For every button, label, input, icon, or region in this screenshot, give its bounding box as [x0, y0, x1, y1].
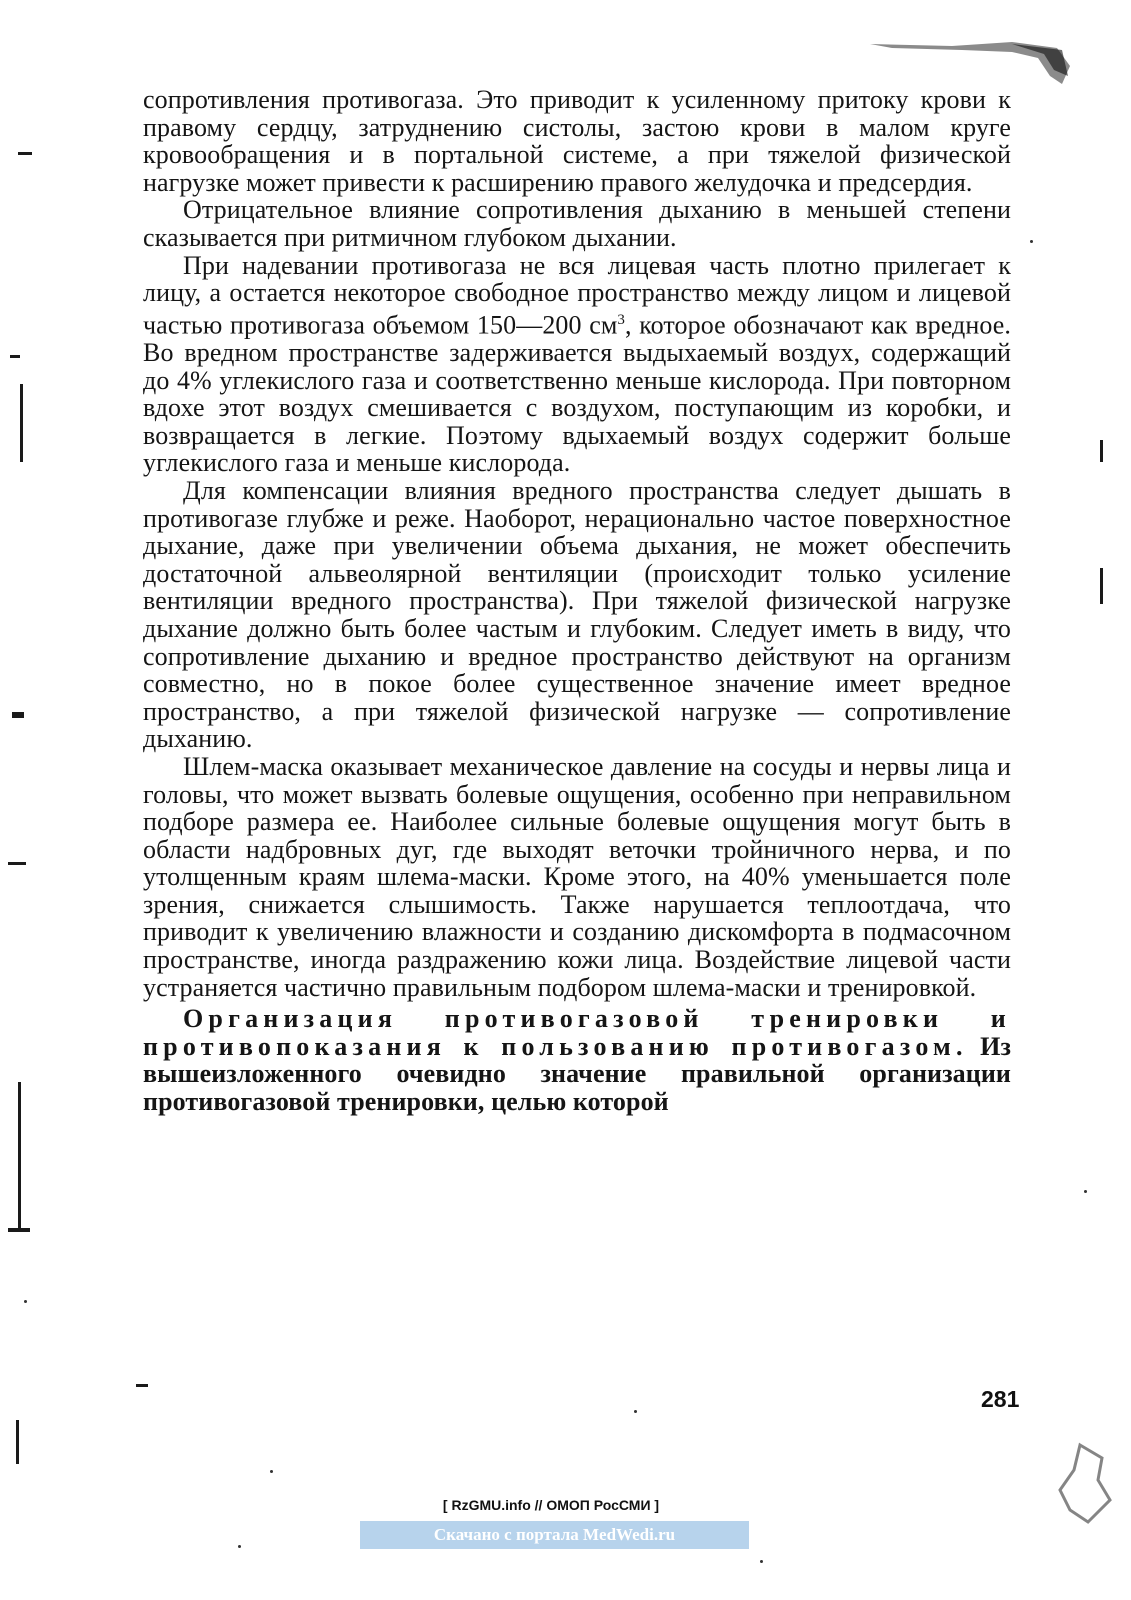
paragraph-continuation: сопротивления противогаза. Это приводит к усиленному притоку крови к правому сердцу, затруднению систолы, застою крови в малом круге кровообращения и в портальной системе, а при тяжелой физической нагрузке может привести к расширению правого желудочка и предсердия. [143, 85, 1011, 197]
speck [24, 1300, 27, 1303]
margin-mark [1100, 440, 1103, 462]
speck [1030, 240, 1033, 243]
paragraph-training-heading [143, 1005, 1011, 1115]
paragraph-negative-influence: Отрицательное влияние сопротивления дыханию в меньшей степени сказывается при ритмичном глубоком дыхании. [143, 195, 1011, 252]
corner-scan-artifact [862, 36, 1077, 96]
paragraph-dead-space [143, 252, 1011, 477]
margin-mark [16, 1420, 19, 1464]
margin-mark [1100, 568, 1103, 604]
margin-mark [20, 384, 23, 462]
dead-space-text-end: , которое обозначают как вредное. Во вредном пространстве задерживается выдыхаемый воздух, содержащий до 4% углекислого газа и соответственно меньше кислорода. При повторном вдохе этот воздух смешивается с воздухом, поступающим из коробки, и возвращается в легкие. Поэтому вдыхаемый воздух содержит больше углекислого газа и меньше кислорода. [143, 310, 1011, 478]
speck [1084, 1190, 1087, 1193]
paragraph-helmet-mask: Шлем-маска оказывает механическое давление на сосуды и нервы лица и головы, что может вызвать болевые ощущения, особенно при неправильном подборе размера ее. Наиболее сильные болевые ощущения могут быть в области надбровных дуг, где выходят веточки тройничного нерва, и по утолщенным краям шлема-маски. Кроме этого, на 40% уменьшается поле зрения, снижается слышимость. Также нарушается теплоотдача, что приводит к увеличению влажности и созданию дискомфорта в подмасочном пространстве, иногда раздражению кожи лица. Воздействие лицевой части устраняется частично правильным подбором шлема-маски и тренировкой. [143, 751, 1011, 1002]
speck [634, 1410, 637, 1413]
download-banner[interactable]: Скачано с портала MedWedi.ru [360, 1521, 749, 1549]
footer-credit: [ RzGMU.info // ОМОП РосСМИ ] [442, 1497, 660, 1513]
speck [760, 1560, 763, 1563]
margin-mark [18, 152, 32, 155]
margin-mark [8, 862, 26, 865]
paragraph-compensation: Для компенсации влияния вредного пространства следует дышать в противогазе глубже и реже. Наоборот, нерационально частое поверхностное дыхание, даже при увеличении объема дыхания, не может обеспечить достаточной альвеолярной вентиляции (происходит только усиление вентиляции вредного пространства). При тяжелой физической нагрузке дыхание должно быть более частым и глубоким. Следует иметь в виду, что сопротивление дыханию и вредное пространство действуют на организм совместно, но в покое более существенное значение имеет вредное пространство, а при тяжелой физической нагрузке — сопротивление дыханию. [143, 475, 1011, 754]
cubic-superscript: 3 [617, 311, 626, 328]
margin-mark [12, 712, 24, 718]
margin-mark [18, 1082, 21, 1232]
bottom-corner-scan-artifact [1040, 1440, 1120, 1530]
section-heading-text: Из вышеизложенного очевидно значение правильной организации противогазовой тренировки, целью которой [143, 1031, 1011, 1117]
body-text [143, 86, 1011, 1116]
speck [270, 1470, 273, 1473]
margin-mark [136, 1384, 148, 1387]
page-number: 281 [981, 1386, 1020, 1412]
section-heading: Организация противогазовой тренировки и противопоказания к пользованию противогазом. [143, 1004, 1011, 1061]
dead-space-text-start: При надевании противогаза не вся лицевая часть плотно прилегает к лицу, а остается некоторое свободное пространство между лицом и лицевой частью противогаза объемом 150—200 см [143, 250, 1011, 340]
margin-mark [10, 355, 20, 358]
speck [238, 1545, 241, 1548]
margin-mark [8, 1228, 30, 1232]
